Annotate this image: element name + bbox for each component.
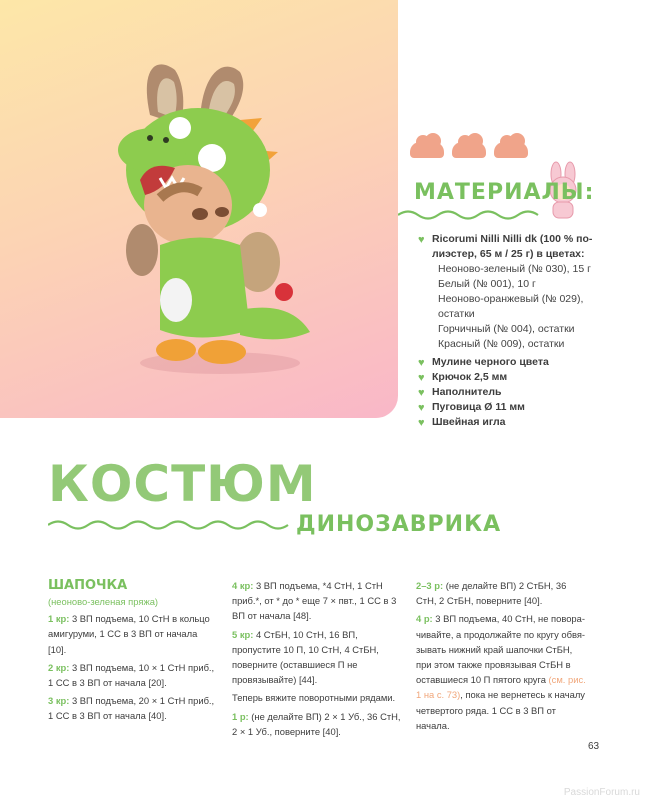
instruction-row: 2 кр: 3 ВП подъема, 10 × 1 СтН приб., 1 СС в 3 ВП от начала [20]. (48, 661, 215, 689)
instructions-column-1 (48, 578, 218, 727)
materials-item-label: Наполнитель (432, 386, 502, 398)
title-wave-divider (48, 518, 290, 532)
materials-item (418, 385, 618, 400)
figure-reference: (см. рис. 1 на с. 73) (416, 674, 586, 701)
color-line: Неоново-оранжевый (№ 029), остатки (438, 293, 584, 320)
materials-item-label: Швейная игла (432, 416, 506, 428)
cloud-icon (494, 142, 528, 158)
page-title: КОСТЮМ (48, 455, 317, 513)
materials-item (418, 370, 618, 385)
page-number: 63 (588, 741, 600, 752)
instruction-row: 1 кр: 3 ВП подъема, 10 СтН в кольцо амигуруми, 1 СС в 3 ВП от начала [10]. (48, 613, 210, 655)
materials-item-label: Крючок 2,5 мм (432, 371, 508, 383)
materials-item (418, 355, 618, 370)
instructions-column-2 (232, 578, 402, 742)
page-subtitle: ДИНОЗАВРИКА (296, 512, 502, 537)
materials-item (418, 400, 618, 415)
heart-icon: ♥ (418, 234, 425, 246)
heart-icon: ♥ (418, 387, 425, 399)
instruction-row: Теперь вяжите поворотными рядами. (232, 692, 396, 704)
materials-list (418, 232, 618, 430)
materials-item-label: Пуговица Ø 11 мм (432, 401, 525, 413)
instruction-row: 4 р: 3 ВП подъема, 40 СтН, не поворачивайте, а продолжайте по кругу обвязывать нижний край шапочки СтБН, при этом также провязывая СтБН в оставшиеся 10 П пятого круга (см. рис. 1 на с. 73), пока не вернетесь к началу четвертого ряда. 1 СС в 3 ВП от начала. (416, 613, 586, 731)
heart-icon: ♥ (418, 417, 425, 429)
instruction-row: 4 кр: 3 ВП подъема, *4 СтН, 1 СтН приб.*, от * до * еще 7 × пвт., 1 СС в 3 ВП от начала [48]. (232, 580, 397, 622)
section-subtitle: (неоново-зеленая пряжа) (48, 596, 159, 607)
instruction-row: 2–3 р: (не делайте ВП) 2 СтБН, 36 СтН, 2 СтБН, поверните [40]. (416, 580, 567, 607)
cloud-icon (410, 142, 444, 158)
materials-title: МАТЕРИАЛЫ: (414, 180, 595, 205)
materials-item-label: Мулине черного цвета (432, 356, 549, 368)
materials-item-label: Ricorumi Nilli Nilli dk (100 % полиэстер, 65 м / 25 г) в цветах: (432, 233, 593, 260)
instruction-row: 3 кр: 3 ВП подъема, 20 × 1 СтН приб., 1 СС в 3 ВП от начала [40]. (48, 695, 215, 722)
color-line: Горчичный (№ 004), остатки (438, 323, 575, 335)
instruction-row: 5 кр: 4 СтБН, 10 СтН, 16 ВП, пропустите 10 П, 10 СтН, 4 СтБН, поверните (оставшиеся П не провязывайте) [44]. (232, 628, 379, 686)
color-line: Красный (№ 009), остатки (438, 338, 565, 350)
dino-toy-illustration (0, 0, 398, 418)
heart-icon: ♥ (418, 402, 425, 414)
materials-item (418, 232, 618, 262)
photo-dino-toy (0, 0, 398, 418)
color-line: Белый (№ 001), 10 г (438, 278, 536, 290)
heart-icon: ♥ (418, 372, 425, 384)
decor-clouds (410, 142, 530, 164)
section-title: ШАПОЧКА (48, 578, 128, 593)
heart-icon: ♥ (418, 357, 425, 369)
materials-wave-divider (398, 208, 548, 222)
color-line: Неоново-зеленый (№ 030), 15 г (438, 263, 591, 275)
instruction-row: 1 р: (не делайте ВП) 2 × 1 Уб., 36 СтН, 2 × 1 Уб., поверните [40]. (232, 710, 401, 737)
watermark: PassionForum.ru (563, 787, 640, 798)
materials-item (418, 415, 618, 430)
instructions-column-3 (416, 578, 588, 736)
cloud-icon (452, 142, 486, 158)
